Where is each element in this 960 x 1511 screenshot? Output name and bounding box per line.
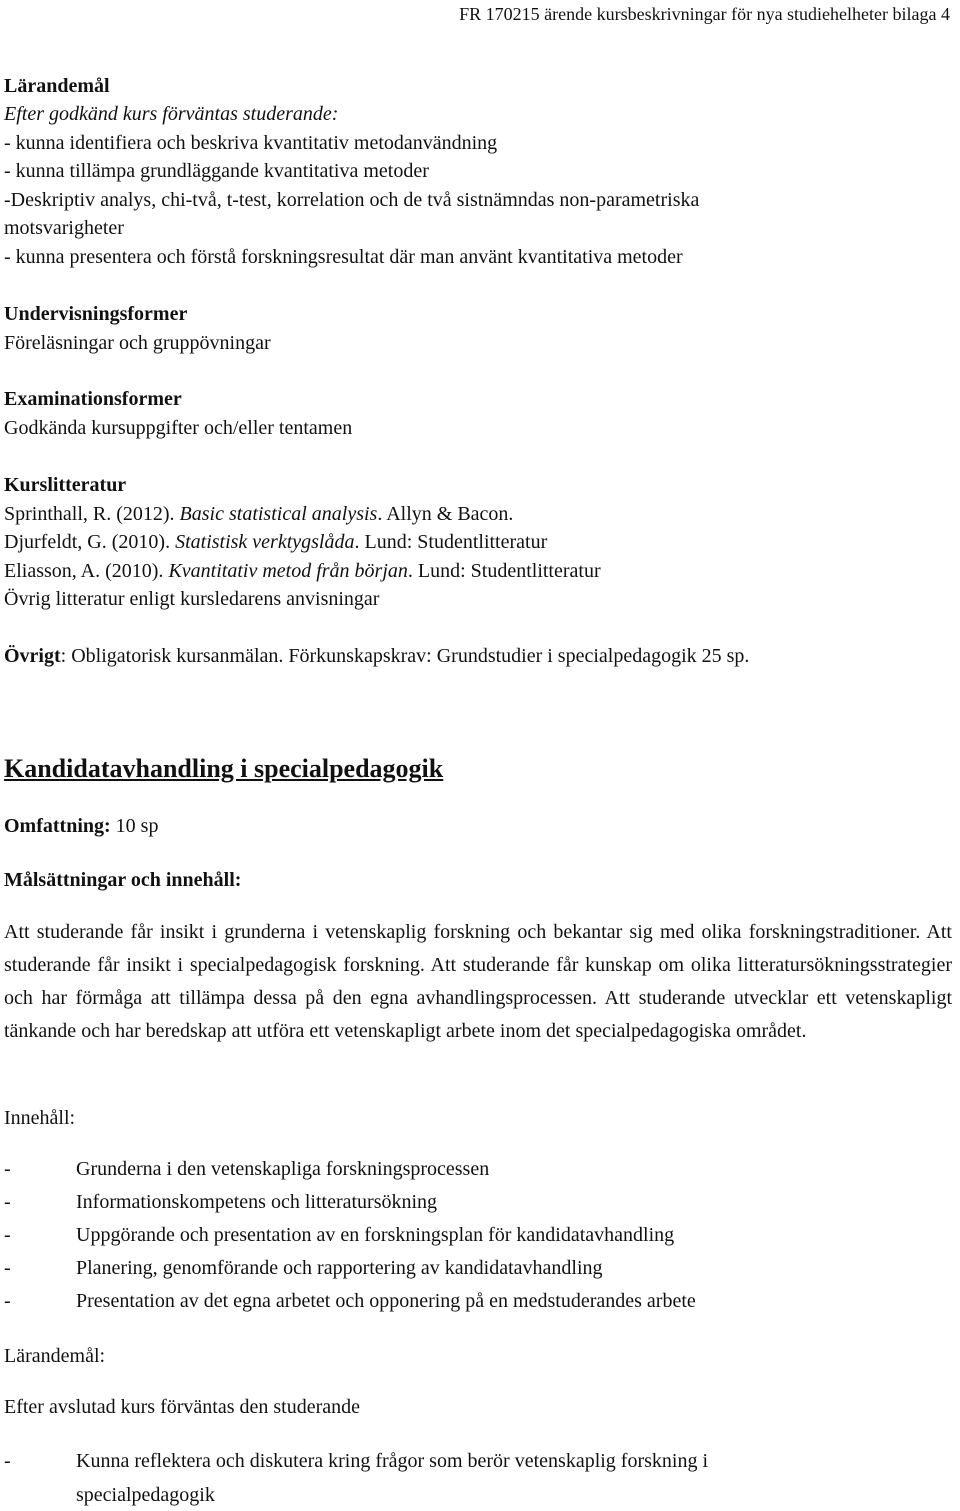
dash-bullet: - xyxy=(4,1191,11,1213)
innehall-item-text: Presentation av det egna arbetet och opponering på en medstuderandes arbete xyxy=(76,1290,696,1312)
innehall-item-text: Grunderna i den vetenskapliga forskningsprocessen xyxy=(76,1158,490,1180)
innehall-item-text: Planering, genomförande och rapportering av kandidatavhandling xyxy=(76,1257,603,1279)
ovrigt-label: Övrigt xyxy=(4,645,61,667)
larandemal2-heading: Lärandemål: xyxy=(4,1345,106,1367)
malsattningar-text: Att studerande får insikt i grunderna i vetenskaplig forskning och bekantar sig med olika forskningstraditioner. Att studerande får insikt i specialpedagogisk forskning. Att studerande får kunskap om olika litteratursökningsstrategier och har förmåga att tillämpa dessa på den egna avhandlingsprocessen. Att studerande utvecklar ett vetenskapligt tänkande och har beredskap att utföra ett vetenskapligt arbete inom det specialpedagogiska området. xyxy=(4,921,952,1042)
malsattningar-heading: Målsättningar och innehåll: xyxy=(4,869,242,891)
litteratur-ref xyxy=(4,530,547,554)
innehall-item xyxy=(4,1157,489,1181)
ref-rest: . Allyn & Bacon. xyxy=(377,503,514,525)
litteratur-heading: Kurslitteratur xyxy=(4,474,127,496)
examination-text: Godkända kursuppgifter och/eller tentamen xyxy=(4,417,353,439)
litteratur-ref xyxy=(4,559,601,583)
ref-title: Kvantitativ metod från början xyxy=(168,560,408,582)
larandemal-intro: Efter godkänd kurs förväntas studerande: xyxy=(4,103,339,125)
ref-author: Sprinthall, R. (2012). xyxy=(4,503,180,525)
innehall-item-text: Uppgörande och presentation av en forskningsplan för kandidatavhandling xyxy=(76,1224,675,1246)
litteratur-ref xyxy=(4,502,513,526)
undervisning-heading: Undervisningsformer xyxy=(4,303,188,325)
dash-bullet: - xyxy=(4,1158,11,1180)
innehall-item xyxy=(4,1289,696,1313)
innehall-label: Innehåll: xyxy=(4,1107,76,1129)
omfattning-value: 10 sp xyxy=(110,815,159,837)
examination-heading: Examinationsformer xyxy=(4,388,182,410)
larandemal2-intro: Efter avslutad kurs förväntas den studerande xyxy=(4,1396,360,1418)
omfattning-label: Omfattning: xyxy=(4,815,111,837)
litteratur-other: Övrig litteratur enligt kursledarens anvisningar xyxy=(4,588,380,610)
ovrigt-line xyxy=(4,644,749,668)
ovrigt-text: : Obligatorisk kursanmälan. Förkunskapskrav: Grundstudier i specialpedagogik 25 sp. xyxy=(60,645,750,667)
larandemal2-item-text: specialpedagogik xyxy=(76,1484,215,1506)
innehall-item-text: Informationskompetens och litteratursökning xyxy=(76,1191,438,1213)
ref-author: Djurfeldt, G. (2010). xyxy=(4,531,176,553)
page-header: FR 170215 ärende kursbeskrivningar för nya studiehelheter bilaga 4 xyxy=(459,4,950,24)
undervisning-text: Föreläsningar och gruppövningar xyxy=(4,332,271,354)
ref-title: Statistisk verktygslåda xyxy=(175,531,355,553)
larandemal2-item xyxy=(4,1449,708,1473)
omfattning-line xyxy=(4,814,158,838)
innehall-item xyxy=(4,1256,603,1280)
larandemal-heading: Lärandemål xyxy=(4,75,110,97)
larandemal-item: -Deskriptiv analys, chi-två, t-test, korrelation och de två sistnämndas non-parametriska xyxy=(4,189,700,211)
larandemal2-item-cont xyxy=(4,1483,215,1507)
dash-bullet: - xyxy=(4,1257,11,1279)
larandemal-item: - kunna identifiera och beskriva kvantitativ metodanvändning xyxy=(4,132,498,154)
larandemal2-item-text: Kunna reflektera och diskutera kring frågor som berör vetenskaplig forskning i xyxy=(76,1450,709,1472)
innehall-item xyxy=(4,1223,674,1247)
dash-bullet: - xyxy=(4,1450,11,1472)
dash-bullet: - xyxy=(4,1290,11,1312)
larandemal-item: - kunna presentera och förstå forskningsresultat där man använt kvantitativa metoder xyxy=(4,246,683,268)
ref-rest: . Lund: Studentlitteratur xyxy=(354,531,548,553)
course-title: Kandidatavhandling i specialpedagogik xyxy=(4,754,444,783)
ref-author: Eliasson, A. (2010). xyxy=(4,560,169,582)
dash-bullet: - xyxy=(4,1224,11,1246)
larandemal-item: - kunna tillämpa grundläggande kvantitativa metoder xyxy=(4,160,429,182)
innehall-item xyxy=(4,1190,437,1214)
ref-title: Basic statistical analysis xyxy=(179,503,378,525)
larandemal-item: motsvarigheter xyxy=(4,217,124,239)
ref-rest: . Lund: Studentlitteratur xyxy=(407,560,601,582)
